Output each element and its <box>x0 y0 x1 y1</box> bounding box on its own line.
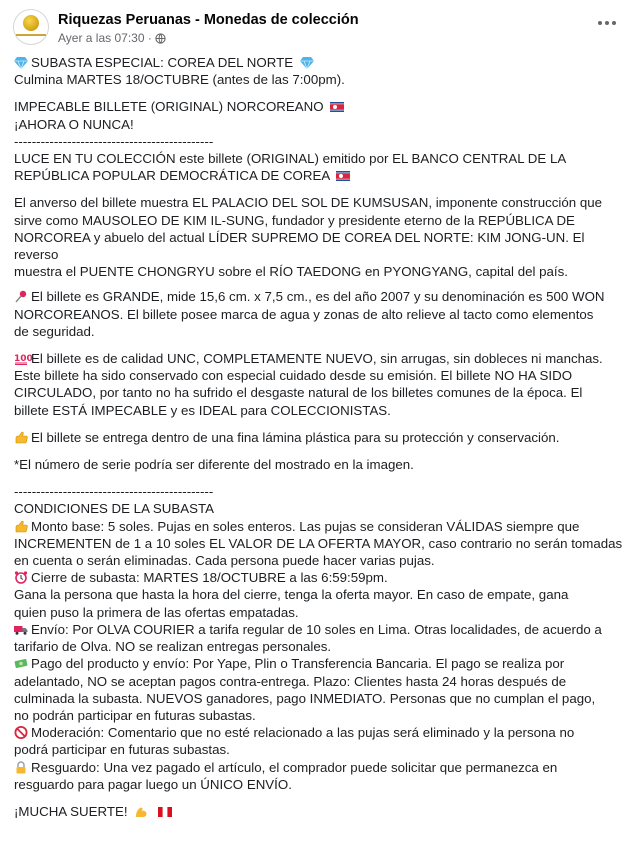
money-icon <box>14 657 28 670</box>
post-line: NORCOREA y abuelo del actual LÍDER SUPREMO DE COREA DEL NORTE: KIM JONG-UN. El reverso <box>14 229 585 263</box>
pushpin-icon <box>14 290 28 303</box>
post-header <box>0 0 640 52</box>
post-line: Gana la persona que hasta la hora del cierre, tenga la oferta mayor. En caso de empate, gana <box>14 587 569 603</box>
post-line: El anverso del billete muestra EL PALACIO DEL SOL DE KUMSUSAN, imponente construcción que <box>14 195 603 211</box>
post-line: Cierre de subasta: MARTES 18/OCTUBRE a las 6:59:59pm. <box>14 569 630 586</box>
pointing-hand-icon <box>14 520 28 533</box>
post-line: Este billete ha sido conservado con especial cuidado desde su emisión. El billete NO HA SIDO <box>14 368 573 384</box>
post-line: El billete se entrega dentro de una fina lámina plástica para su protección y conservación. <box>14 429 630 446</box>
post-line: en cuenta o serán eliminadas. Cada persona puede hacer varias pujas. <box>14 553 435 569</box>
pointing-hand-icon <box>14 431 28 444</box>
post-line: quien puso la primera de las ofertas empatadas. <box>14 604 299 620</box>
post-line: ¡AHORA O NUNCA! <box>14 116 134 132</box>
more-options-icon[interactable] <box>598 18 618 28</box>
post-line: ¡MUCHA SUERTE! <box>14 803 630 820</box>
divider: --------------------------------------------- <box>14 484 214 500</box>
north-korea-flag-icon <box>330 102 344 112</box>
truck-icon <box>14 623 28 636</box>
post-line: SUBASTA ESPECIAL: COREA DEL NORTE <box>14 54 630 71</box>
page-name-link[interactable]: Riquezas Peruanas - Monedas de colección <box>58 12 359 28</box>
post-line: CONDICIONES DE LA SUBASTA <box>14 501 214 517</box>
page-avatar[interactable] <box>13 9 49 45</box>
post-line: INCREMENTEN de 1 a 10 soles EL VALOR DE LA OFERTA MAYOR, caso contrario no serán tomadas <box>14 535 623 551</box>
flexed-arm-icon <box>134 805 148 818</box>
alarm-clock-icon <box>14 571 28 584</box>
post-line: LUCE EN TU COLECCIÓN este billete (ORIGINAL) emitido por EL BANCO CENTRAL DE LA <box>14 151 567 167</box>
diamond-icon <box>14 56 28 69</box>
post-line: Moderación: Comentario que no esté relacionado a las pujas será eliminado y la persona no <box>14 724 630 741</box>
post-line: IMPECABLE BILLETE (ORIGINAL) NORCOREANO <box>14 98 630 115</box>
hundred-points-icon <box>14 352 33 365</box>
post-line: *El número de serie podría ser diferente del mostrado en la imagen. <box>14 457 414 473</box>
post-line: podrá participar en futuras subastas. <box>14 742 230 758</box>
peru-flag-icon <box>158 807 172 817</box>
post-line: REPÚBLICA POPULAR DEMOCRÁTICA DE COREA <box>14 167 630 184</box>
post-timestamp[interactable]: Ayer a las 07:30 · <box>58 31 152 45</box>
post-meta <box>58 31 166 45</box>
diamond-icon <box>300 56 314 69</box>
post-line: resguardo para pagar luego un ÚNICO ENVÍO. <box>14 776 292 792</box>
north-korea-flag-icon <box>336 171 350 181</box>
post-line: tarifario de Olva. NO se realizan entregas personales. <box>14 639 332 655</box>
post-line: Monto base: 5 soles. Pujas en soles enteros. Las pujas se consideran VÁLIDAS siempre que <box>14 518 630 535</box>
no-entry-icon <box>14 726 28 739</box>
post-line: Resguardo: Una vez pagado el artículo, el comprador puede solicitar que permanezca en <box>14 759 630 776</box>
post-line: muestra el PUENTE CHONGRYU sobre el RÍO TAEDONG en PYONGYANG, capital del país. <box>14 264 568 280</box>
post-line: adelantado, NO se aceptan pagos contra-entrega. Plazo: Clientes hasta 24 horas después de <box>14 673 567 689</box>
post-line: Envío: Por OLVA COURIER a tarifa regular de 10 soles en Lima. Otras localidades, de acuerdo a <box>14 621 630 638</box>
post-line: NORCOREANOS. El billete posee marca de agua y zonas de alto relieve al tacto como elementos <box>14 306 594 322</box>
divider: --------------------------------------------- <box>14 133 214 149</box>
post-line: El billete es GRANDE, mide 15,6 cm. x 7,5 cm., es del año 2007 y su denominación es 500 WON <box>14 288 630 305</box>
lock-icon <box>14 761 28 774</box>
post-line: Culmina MARTES 18/OCTUBRE (antes de las 7:00pm). <box>14 72 345 88</box>
svg-text:100: 100 <box>14 354 33 365</box>
post-line: no podrán participar en futuras subastas. <box>14 707 256 723</box>
post-line: CIRCULADO, por tanto no ha sufrido el desgaste natural de los billetes comunes de la época. El <box>14 385 583 401</box>
post-line: billete ESTÁ IMPECABLE y es IDEAL para COLECCIONISTAS. <box>14 402 391 418</box>
post-line: de seguridad. <box>14 323 95 339</box>
globe-icon <box>155 33 166 44</box>
post-line: 100 El billete es de calidad UNC, COMPLETAMENTE NUEVO, sin arrugas, sin dobleces ni manchas. <box>14 351 603 367</box>
post-line: Pago del producto y envío: Por Yape, Plin o Transferencia Bancaria. El pago se realiza por <box>14 655 630 672</box>
post-body <box>14 54 630 820</box>
post-line: culminada la subasta. NUEVOS ganadores, pago INMEDIATO. Personas que no cumplan el pago, <box>14 690 596 706</box>
post-line: sirve como MAUSOLEO DE KIM IL-SUNG, fundador y presidente eterno de la REPÚBLICA DE <box>14 212 575 228</box>
coin-logo-icon <box>23 15 39 31</box>
